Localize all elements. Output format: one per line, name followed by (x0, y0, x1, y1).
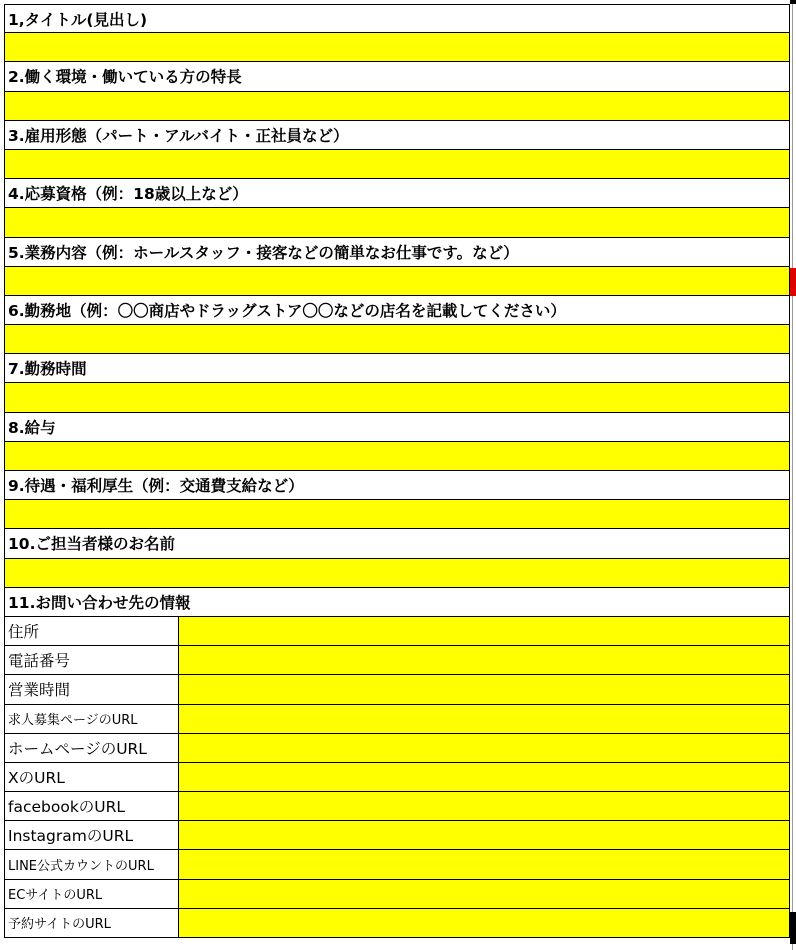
contact-label: 求人募集ページのURL (5, 705, 179, 733)
contact-input-line-url[interactable] (179, 850, 789, 878)
contact-row-facebook-url (4, 792, 790, 821)
contact-input-x-url[interactable] (179, 763, 789, 791)
contact-row-x-url (4, 763, 790, 792)
section-input-3[interactable] (4, 150, 790, 179)
contact-label: ホームページのURL (5, 734, 179, 762)
contact-label: 住所 (5, 617, 179, 645)
edge-top-border (790, 0, 796, 4)
contact-label: 予約サイトのURL (5, 909, 179, 937)
form-sheet (4, 4, 790, 938)
section-input-5[interactable] (4, 267, 790, 296)
section-title-2: 2.働く環境・働いている方の特長 (4, 62, 790, 91)
section-title-9: 9.待遇・福利厚生（例：交通費支給など） (4, 471, 790, 500)
contact-input-hours[interactable] (179, 675, 789, 703)
section-title-3: 3.雇用形態（パート・アルバイト・正社員など） (4, 121, 790, 150)
contact-row-homepage-url (4, 734, 790, 763)
column-divider (792, 0, 793, 950)
section-title-8: 8.給与 (4, 413, 790, 442)
cell-marker-red (790, 268, 796, 296)
section-input-4[interactable] (4, 208, 790, 237)
section-input-7[interactable] (4, 383, 790, 412)
contact-row-ec-url (4, 880, 790, 909)
contact-input-phone[interactable] (179, 646, 789, 674)
contact-input-homepage-url[interactable] (179, 734, 789, 762)
section-input-6[interactable] (4, 325, 790, 354)
section-title-6: 6.勤務地（例：〇〇商店やドラッグストア〇〇などの店名を記載してください） (4, 296, 790, 325)
contact-input-recruit-url[interactable] (179, 705, 789, 733)
cell-marker-black (790, 912, 796, 944)
section-input-9[interactable] (4, 500, 790, 529)
section-title-1: 1,タイトル(見出し) (4, 4, 790, 33)
contact-label: facebookのURL (5, 792, 179, 820)
contact-row-phone (4, 646, 790, 675)
contact-row-address (4, 617, 790, 646)
section-input-2[interactable] (4, 92, 790, 121)
section-input-8[interactable] (4, 442, 790, 471)
contact-input-instagram-url[interactable] (179, 821, 789, 849)
contact-row-recruit-url (4, 705, 790, 734)
contact-label: LINE公式カウントのURL (5, 850, 179, 878)
section-title-10: 10.ご担当者様のお名前 (4, 529, 790, 558)
section-title-5: 5.業務内容（例：ホールスタッフ・接客などの簡単なお仕事です。など） (4, 238, 790, 267)
contact-row-hours (4, 675, 790, 704)
contact-row-instagram-url (4, 821, 790, 850)
section-input-10[interactable] (4, 559, 790, 588)
contact-input-reservation-url[interactable] (179, 909, 789, 937)
contact-row-reservation-url (4, 909, 790, 938)
section-title-7: 7.勤務時間 (4, 354, 790, 383)
section-title-4: 4.応募資格（例：18歳以上など） (4, 179, 790, 208)
section-input-1[interactable] (4, 33, 790, 62)
contact-input-address[interactable] (179, 617, 789, 645)
contact-input-ec-url[interactable] (179, 880, 789, 908)
contact-label: ECサイトのURL (5, 880, 179, 908)
contact-label: InstagramのURL (5, 821, 179, 849)
contact-label: 電話番号 (5, 646, 179, 674)
contact-title: 11.お問い合わせ先の情報 (4, 588, 790, 617)
adjacent-column-edge (790, 0, 796, 950)
contact-row-line-url (4, 850, 790, 879)
contact-label: XのURL (5, 763, 179, 791)
contact-label: 営業時間 (5, 675, 179, 703)
contact-input-facebook-url[interactable] (179, 792, 789, 820)
